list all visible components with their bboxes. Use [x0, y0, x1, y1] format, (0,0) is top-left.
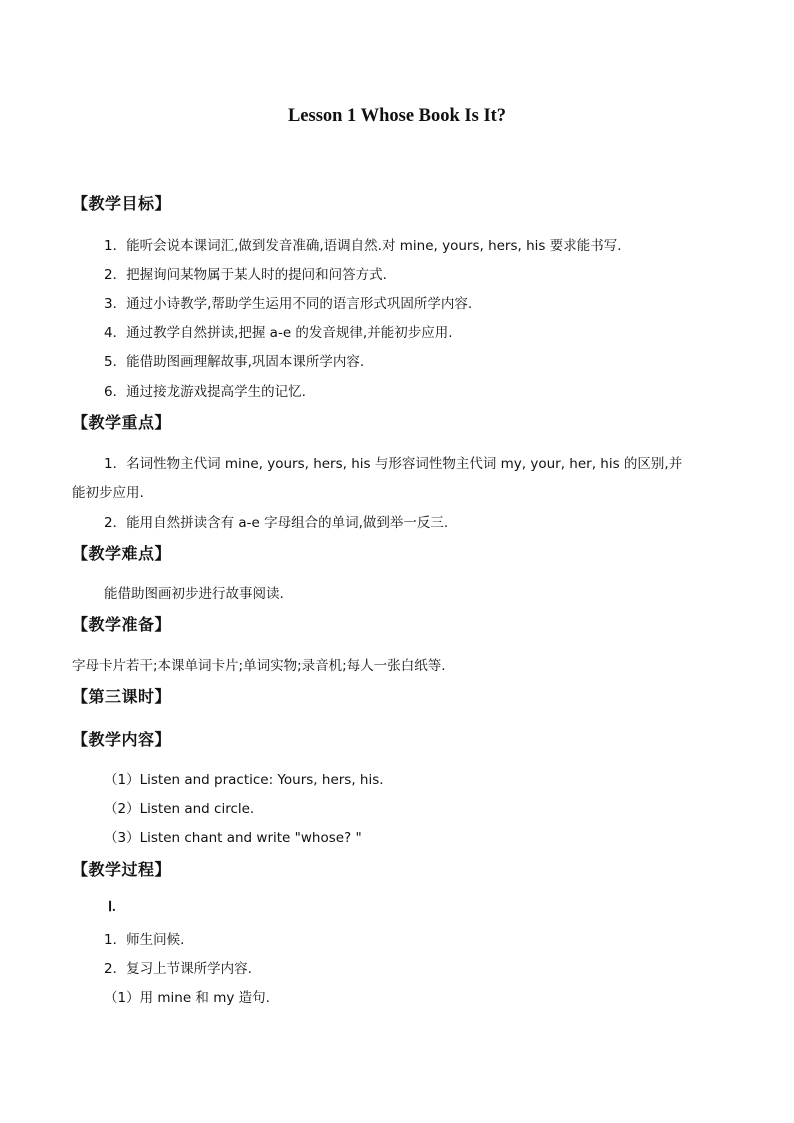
document-title: Lesson 1 Whose Book Is It?: [287, 106, 507, 126]
process-item: 2．复习上节课所学内容.: [104, 961, 252, 977]
content-item: （2）Listen and circle.: [104, 801, 255, 817]
preparation-text: 字母卡片若干;本课单词卡片;单词实物;录音机;每人一张白纸等.: [72, 658, 446, 674]
content-item: （1）Listen and practice: Yours, hers, his.: [104, 772, 384, 788]
heading-process: 【教学过程】: [72, 860, 172, 879]
heading-key-points: 【教学重点】: [72, 413, 172, 432]
key-point-item: 2．能用自然拼读含有 a-e 字母组合的单词,做到举一反三.: [104, 515, 449, 531]
objective-item: 6．通过接龙游戏提高学生的记忆.: [104, 384, 306, 400]
key-point-item-continuation: 能初步应用.: [72, 485, 144, 501]
heading-difficulties: 【教学难点】: [72, 544, 172, 563]
content-item: （3）Listen chant and write "whose? ": [104, 830, 362, 846]
objective-item: 2．把握询问某物属于某人时的提问和问答方式.: [104, 267, 387, 283]
difficulties-text: 能借助图画初步进行故事阅读.: [104, 586, 284, 602]
key-point-item: 1．名词性物主代词 mine, yours, hers, his 与形容词性物主代词 my, your, her, his 的区别,并: [104, 456, 683, 472]
heading-preparation: 【教学准备】: [72, 615, 172, 634]
process-item: 1．师生问候.: [104, 932, 185, 948]
heading-period: 【第三课时】: [72, 687, 172, 706]
heading-content: 【教学内容】: [72, 730, 172, 749]
objective-item: 4．通过教学自然拼读,把握 a-e 的发音规律,并能初步应用.: [104, 325, 453, 341]
heading-objectives: 【教学目标】: [72, 194, 172, 213]
objective-item: 1．能听会说本课词汇,做到发音准确,语调自然.对 mine, yours, hers, his 要求能书写.: [104, 238, 622, 254]
objective-item: 3．通过小诗教学,帮助学生运用不同的语言形式巩固所学内容.: [104, 296, 473, 312]
objective-item: 5．能借助图画理解故事,巩固本课所学内容.: [104, 354, 365, 370]
process-sub-item: （1）用 mine 和 my 造句.: [104, 990, 270, 1006]
process-section-number: Ⅰ.: [108, 900, 116, 915]
